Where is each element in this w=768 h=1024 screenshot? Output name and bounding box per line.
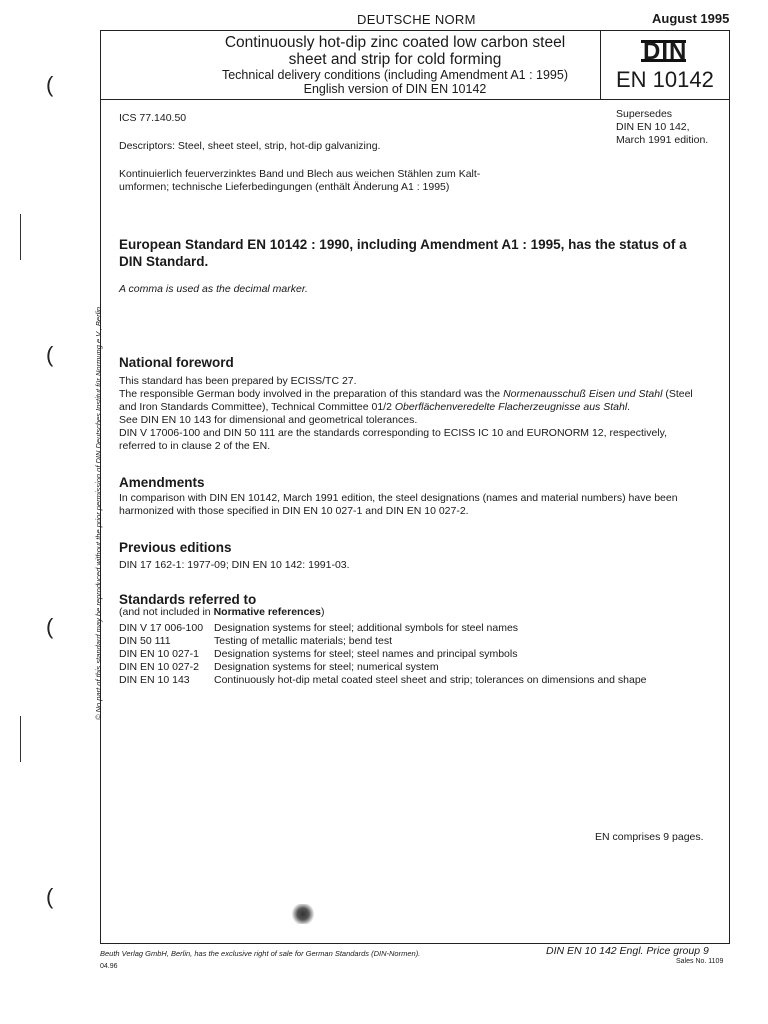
binder-mark: ( <box>46 884 54 909</box>
national-foreword-body <box>119 375 719 453</box>
foreword-p2-italic: Normenausschuß Eisen und Stahl <box>503 388 663 400</box>
subtitle-line-1: Technical delivery conditions (including Amendment A1 : 1995) <box>221 68 569 82</box>
table-row <box>119 648 647 661</box>
decimal-marker-note: A comma is used as the decimal marker. <box>119 283 308 295</box>
standard-description: Designation systems for steel; steel names and principal symbols <box>214 648 518 660</box>
standard-description: Designation systems for steel; additional symbols for steel names <box>214 622 519 634</box>
norm-label: DEUTSCHE NORM <box>357 12 476 27</box>
foreword-p2-line2-suffix: . <box>627 401 631 413</box>
standard-description: Testing of metallic materials; bend test <box>214 635 392 647</box>
amendments-line-2: harmonized with those specified in DIN EN 10 027-1 and DIN EN 10 027-2. <box>119 505 469 517</box>
standards-referred-subheading <box>119 606 324 619</box>
header-divider <box>600 30 601 100</box>
standard-description: Continuously hot-dip metal coated steel sheet and strip; tolerances on dimensions and shape <box>214 674 647 686</box>
publisher-note: Beuth Verlag GmbH, Berlin, has the exclusive right of sale for German Standards (DIN-Normen). <box>100 949 421 958</box>
print-date-code: 04.96 <box>100 963 118 970</box>
german-title <box>119 168 539 194</box>
subtitle-line-2: English version of DIN EN 10142 <box>303 82 487 96</box>
status-line-1: European Standard EN 10142 : 1990, including Amendment A1 : 1995, has the status of a <box>119 237 687 252</box>
ink-smudge <box>290 904 316 924</box>
table-row <box>119 635 647 648</box>
foreword-p4-line1: DIN V 17006-100 and DIN 50 111 are the standards corresponding to ECISS IC 10 and EURONORM 12, respectively, <box>119 427 668 439</box>
foreword-p4-line2: referred to in clause 2 of the EN. <box>119 440 271 452</box>
amendments-line-1: In comparison with DIN EN 10142, March 1991 edition, the steel designations (names and material numbers) have been <box>119 492 678 504</box>
german-title-line-2: umformen; technische Lieferbedingungen (enthält Änderung A1 : 1995) <box>119 181 450 193</box>
status-line-2: DIN Standard. <box>119 254 209 269</box>
page-count-note: EN comprises 9 pages. <box>595 831 704 843</box>
table-row <box>119 622 647 635</box>
amendments-heading: Amendments <box>119 475 205 490</box>
amendments-body <box>119 492 719 518</box>
binder-mark: ( <box>46 342 54 367</box>
foreword-p2-line2-italic: Oberflächenveredelte Flacherzeugnisse aus Stahl <box>394 401 628 413</box>
supersedes-note <box>616 108 708 147</box>
foreword-p2-line2 <box>119 401 719 414</box>
scan-line <box>20 716 21 762</box>
standard-description: Designation systems for steel; numerical system <box>214 661 439 673</box>
binder-mark: ( <box>46 72 54 97</box>
national-foreword-heading: National foreword <box>119 355 234 370</box>
title-line-1: Continuously hot-dip zinc coated low carbon steel <box>224 34 566 51</box>
previous-editions-heading: Previous editions <box>119 540 232 555</box>
standard-code: DIN 50 111 <box>119 635 171 647</box>
footer-reference: DIN EN 10 142 Engl. Price group 9 <box>546 945 709 957</box>
foreword-p1: This standard has been prepared by ECISS/TC 27. <box>119 375 357 387</box>
previous-editions-text: DIN 17 162-1: 1977-09; DIN EN 10 142: 1991-03. <box>119 559 350 571</box>
supersedes-line-2: DIN EN 10 142, <box>616 121 690 133</box>
foreword-p2-line2-prefix: and Iron Standards Committee), Technical Committee 01/2 <box>119 401 395 413</box>
supersedes-line-1: Supersedes <box>616 108 673 120</box>
ref-sub-bold: Normative references <box>213 606 321 618</box>
binder-mark: ( <box>46 614 54 639</box>
ics-code: ICS 77.140.50 <box>119 112 187 124</box>
standard-code: DIN V 17 006-100 <box>119 622 204 634</box>
standards-table <box>119 622 647 687</box>
german-title-line-1: Kontinuierlich feuerverzinktes Band und Blech aus weichen Stählen zum Kalt- <box>119 168 481 180</box>
ref-sub-prefix: (and not included in <box>119 606 214 618</box>
foreword-p3: See DIN EN 10 143 for dimensional and geometrical tolerances. <box>119 414 418 426</box>
foreword-p2-suffix: (Steel <box>662 388 693 400</box>
standard-number: EN 10142 <box>616 67 714 92</box>
issue-date: August 1995 <box>652 11 730 26</box>
copyright-notice: © No part of this standard may be reproduced without the prior permission of DIN Deutsches Institut für Normung e.V., Berlin. <box>94 304 103 720</box>
status-statement <box>119 236 709 270</box>
document-title <box>195 34 595 96</box>
sales-number: Sales No. 1109 <box>676 958 724 965</box>
table-row <box>119 674 647 687</box>
descriptors: Descriptors: Steel, sheet steel, strip, hot-dip galvanizing. <box>119 140 381 152</box>
scan-line <box>20 214 21 260</box>
supersedes-line-3: March 1991 edition. <box>616 134 709 146</box>
standard-code: DIN EN 10 027-2 <box>119 661 199 673</box>
din-logo: DIN <box>643 38 688 65</box>
standard-code: DIN EN 10 143 <box>119 674 190 686</box>
title-line-2: sheet and strip for cold forming <box>288 51 502 68</box>
foreword-p2 <box>119 388 719 401</box>
ref-sub-suffix: ) <box>320 606 325 618</box>
standards-referred-heading: Standards referred to <box>119 592 257 607</box>
table-row <box>119 661 647 674</box>
foreword-p2-prefix: The responsible German body involved in the preparation of this standard was the <box>119 388 504 400</box>
standard-code: DIN EN 10 027-1 <box>119 648 199 660</box>
